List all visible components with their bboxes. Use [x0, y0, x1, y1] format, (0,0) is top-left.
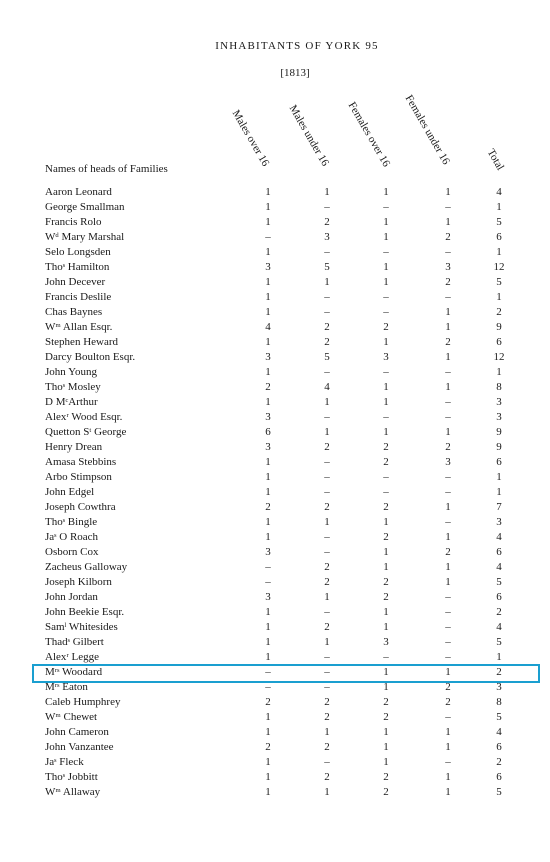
family-head-name: Mʳˢ Eaton	[45, 681, 88, 693]
cell-value: 8	[496, 696, 502, 708]
cell-value: –	[445, 291, 451, 303]
family-table	[0, 186, 550, 801]
table-row	[0, 591, 550, 606]
family-head-name: Jaˢ Fleck	[45, 756, 84, 768]
cell-value: 2	[383, 576, 389, 588]
cell-value: –	[383, 486, 389, 498]
cell-value: 1	[445, 501, 451, 513]
cell-value: 3	[445, 261, 451, 273]
cell-value: 4	[496, 561, 502, 573]
cell-value: –	[445, 651, 451, 663]
cell-value: 2	[445, 696, 451, 708]
cell-value: –	[324, 306, 330, 318]
cell-value: 7	[496, 501, 502, 513]
cell-value: 1	[383, 261, 389, 273]
cell-value: 2	[324, 501, 330, 513]
cell-value: 2	[445, 231, 451, 243]
cell-value: 1	[265, 711, 271, 723]
cell-value: 5	[324, 351, 330, 363]
cell-value: 12	[493, 261, 505, 273]
cell-value: –	[445, 411, 451, 423]
cell-value: 9	[496, 321, 502, 333]
table-row	[0, 711, 550, 726]
table-row	[0, 366, 550, 381]
cell-value: 1	[496, 366, 502, 378]
cell-value: 1	[265, 771, 271, 783]
cell-value: 2	[445, 441, 451, 453]
cell-value: –	[265, 231, 271, 243]
cell-value: 1	[383, 666, 389, 678]
cell-value: –	[324, 666, 330, 678]
table-row	[0, 516, 550, 531]
table-row	[0, 681, 550, 696]
family-head-name: John Cameron	[45, 726, 109, 738]
cell-value: 2	[265, 696, 271, 708]
cell-value: 3	[496, 396, 502, 408]
family-head-name: Chas Baynes	[45, 306, 103, 318]
cell-value: 2	[324, 711, 330, 723]
table-row	[0, 486, 550, 501]
cell-value: 8	[496, 381, 502, 393]
cell-value: 1	[445, 771, 451, 783]
cell-value: –	[383, 201, 389, 213]
cell-value: 2	[445, 681, 451, 693]
table-row	[0, 696, 550, 711]
cell-value: 1	[383, 276, 389, 288]
cell-value: 2	[383, 441, 389, 453]
cell-value: 1	[383, 621, 389, 633]
cell-value: 2	[324, 741, 330, 753]
cell-value: –	[265, 561, 271, 573]
cell-value: 1	[265, 516, 271, 528]
cell-value: 1	[445, 321, 451, 333]
cell-value: 1	[383, 231, 389, 243]
family-head-name: Thadˢ Gilbert	[45, 636, 104, 648]
cell-value: –	[324, 546, 330, 558]
cell-value: 1	[496, 246, 502, 258]
cell-value: 2	[496, 756, 502, 768]
cell-value: –	[383, 651, 389, 663]
cell-value: 1	[445, 426, 451, 438]
cell-value: 1	[324, 516, 330, 528]
cell-value: 1	[265, 276, 271, 288]
family-head-name: John Young	[45, 366, 97, 378]
cell-value: –	[265, 681, 271, 693]
cell-value: 1	[265, 306, 271, 318]
cell-value: 2	[383, 696, 389, 708]
cell-value: 3	[496, 411, 502, 423]
page-number: 95	[365, 40, 379, 52]
cell-value: –	[324, 201, 330, 213]
cell-value: 1	[265, 186, 271, 198]
cell-value: 3	[324, 231, 330, 243]
cell-value: 5	[496, 576, 502, 588]
cell-value: 1	[383, 681, 389, 693]
family-head-name: George Smallman	[45, 201, 125, 213]
cell-value: 2	[496, 666, 502, 678]
table-row	[0, 531, 550, 546]
cell-value: 3	[265, 351, 271, 363]
family-head-name: Wᵐ Chewet	[45, 711, 98, 723]
cell-value: 4	[496, 186, 502, 198]
table-row	[0, 276, 550, 291]
cell-value: 5	[496, 276, 502, 288]
cell-value: –	[324, 456, 330, 468]
table-row	[0, 186, 550, 201]
table-row	[0, 741, 550, 756]
family-head-name: Wᵐ Allan Esqr.	[45, 321, 113, 333]
cell-value: 2	[324, 336, 330, 348]
cell-value: 6	[496, 771, 502, 783]
cell-value: 3	[265, 441, 271, 453]
family-head-name: Alexʳ Wood Esqr.	[45, 411, 123, 423]
header-title: INHABITANTS OF YORK	[215, 40, 362, 52]
cell-value: 1	[445, 531, 451, 543]
cell-value: 2	[496, 606, 502, 618]
cell-value: 4	[496, 621, 502, 633]
family-head-name: Caleb Humphrey	[45, 696, 121, 708]
table-row	[0, 726, 550, 741]
cell-value: 2	[265, 381, 271, 393]
col-header-females-under-16: Females under 16	[402, 93, 453, 167]
cell-value: 2	[324, 321, 330, 333]
page-header	[0, 40, 550, 52]
names-header: Names of heads of Families	[45, 163, 168, 175]
cell-value: 1	[265, 786, 271, 798]
cell-value: –	[324, 366, 330, 378]
cell-value: 1	[383, 606, 389, 618]
family-head-name: Francis Deslile	[45, 291, 112, 303]
family-head-name: Thoˢ Jobbitt	[45, 771, 98, 783]
cell-value: 5	[496, 786, 502, 798]
cell-value: –	[324, 411, 330, 423]
cell-value: –	[383, 291, 389, 303]
family-head-name: John Edgel	[45, 486, 95, 498]
cell-value: 2	[445, 336, 451, 348]
family-head-name: Selo Longsden	[45, 246, 111, 258]
table-row	[0, 396, 550, 411]
table-row	[0, 786, 550, 801]
cell-value: 1	[324, 276, 330, 288]
cell-value: 1	[265, 726, 271, 738]
cell-value: 1	[383, 546, 389, 558]
table-row	[0, 231, 550, 246]
cell-value: 1	[265, 651, 271, 663]
family-head-name: Francis Rolo	[45, 216, 102, 228]
table-row	[0, 426, 550, 441]
cell-value: 1	[445, 216, 451, 228]
family-head-name: Thoˢ Hamilton	[45, 261, 110, 273]
cell-value: 1	[445, 726, 451, 738]
family-head-name: Thoˢ Bingle	[45, 516, 98, 528]
cell-value: 1	[324, 396, 330, 408]
cell-value: 5	[496, 636, 502, 648]
cell-value: 1	[265, 456, 271, 468]
cell-value: 3	[265, 591, 271, 603]
family-head-name: Darcy Boulton Esqr.	[45, 351, 136, 363]
table-row	[0, 651, 550, 666]
cell-value: 2	[383, 786, 389, 798]
col-header-males-over-16: Males over 16	[229, 108, 272, 169]
cell-value: 1	[383, 561, 389, 573]
cell-value: 1	[383, 216, 389, 228]
cell-value: 4	[496, 531, 502, 543]
family-head-name: John Beekie Esqr.	[45, 606, 125, 618]
table-row	[0, 201, 550, 216]
family-head-name: Stephen Heward	[45, 336, 119, 348]
cell-value: 1	[324, 726, 330, 738]
cell-value: –	[445, 396, 451, 408]
cell-value: 1	[324, 426, 330, 438]
cell-value: 3	[383, 636, 389, 648]
table-row	[0, 621, 550, 636]
table-row	[0, 471, 550, 486]
cell-value: –	[445, 711, 451, 723]
cell-value: –	[445, 366, 451, 378]
cell-value: –	[445, 621, 451, 633]
year-label: [1813]	[280, 67, 310, 79]
cell-value: 4	[324, 381, 330, 393]
cell-value: 1	[496, 201, 502, 213]
cell-value: 6	[496, 336, 502, 348]
cell-value: 1	[496, 291, 502, 303]
cell-value: 1	[265, 246, 271, 258]
cell-value: 1	[265, 636, 271, 648]
table-row	[0, 336, 550, 351]
cell-value: 4	[265, 321, 271, 333]
cell-value: –	[445, 486, 451, 498]
table-row	[0, 411, 550, 426]
family-head-name: Zacheus Galloway	[45, 561, 128, 573]
cell-value: 2	[445, 546, 451, 558]
cell-value: 1	[383, 396, 389, 408]
table-row	[0, 321, 550, 336]
cell-value: 2	[324, 576, 330, 588]
cell-value: –	[383, 471, 389, 483]
table-row	[0, 636, 550, 651]
cell-value: –	[324, 606, 330, 618]
family-head-name: Joseph Kilborn	[45, 576, 112, 588]
cell-value: –	[383, 246, 389, 258]
cell-value: –	[445, 606, 451, 618]
table-row	[0, 351, 550, 366]
cell-value: 1	[445, 576, 451, 588]
cell-value: 1	[445, 741, 451, 753]
cell-value: 1	[324, 786, 330, 798]
cell-value: 3	[496, 516, 502, 528]
family-head-name: Wᵐ Allaway	[45, 786, 101, 798]
cell-value: –	[445, 201, 451, 213]
cell-value: 2	[324, 441, 330, 453]
cell-value: 3	[445, 456, 451, 468]
cell-value: 1	[265, 396, 271, 408]
cell-value: 2	[265, 501, 271, 513]
cell-value: 1	[383, 516, 389, 528]
cell-value: 2	[324, 621, 330, 633]
cell-value: 1	[265, 531, 271, 543]
cell-value: 2	[265, 741, 271, 753]
cell-value: 2	[324, 561, 330, 573]
cell-value: 1	[265, 756, 271, 768]
cell-value: 9	[496, 426, 502, 438]
cell-value: 6	[496, 741, 502, 753]
cell-value: 6	[496, 546, 502, 558]
table-row	[0, 456, 550, 471]
table-row	[0, 381, 550, 396]
cell-value: 2	[383, 501, 389, 513]
cell-value: 4	[496, 726, 502, 738]
table-row	[0, 306, 550, 321]
cell-value: 2	[324, 696, 330, 708]
family-head-name: Quetton Sᵗ George	[45, 426, 127, 438]
family-head-name: John Decever	[45, 276, 106, 288]
cell-value: 2	[324, 771, 330, 783]
cell-value: –	[445, 471, 451, 483]
family-head-name: Amasa Stebbins	[45, 456, 117, 468]
cell-value: –	[445, 516, 451, 528]
cell-value: –	[445, 591, 451, 603]
cell-value: 3	[496, 681, 502, 693]
cell-value: –	[445, 756, 451, 768]
cell-value: –	[265, 666, 271, 678]
cell-value: 1	[496, 471, 502, 483]
cell-value: –	[265, 576, 271, 588]
cell-value: –	[445, 636, 451, 648]
cell-value: 5	[496, 216, 502, 228]
cell-value: 2	[383, 531, 389, 543]
table-row	[0, 561, 550, 576]
cell-value: –	[324, 651, 330, 663]
cell-value: 1	[445, 186, 451, 198]
family-head-name: D MᶜArthur	[45, 396, 98, 408]
family-head-name: Osborn Cox	[45, 546, 99, 558]
cell-value: –	[383, 306, 389, 318]
family-head-name: Wᵈ Mary Marshal	[45, 231, 125, 243]
family-head-name: Aaron Leonard	[45, 186, 112, 198]
cell-value: –	[324, 291, 330, 303]
cell-value: 2	[383, 321, 389, 333]
cell-value: 12	[493, 351, 505, 363]
cell-value: –	[324, 756, 330, 768]
family-head-name: Samˡ Whitesides	[45, 621, 118, 633]
table-row	[0, 246, 550, 261]
cell-value: 3	[265, 411, 271, 423]
table-row	[0, 771, 550, 786]
cell-value: –	[324, 246, 330, 258]
table-row	[0, 261, 550, 276]
cell-value: –	[445, 246, 451, 258]
family-head-name: Alexʳ Legge	[45, 651, 100, 663]
cell-value: 2	[383, 711, 389, 723]
cell-value: 9	[496, 441, 502, 453]
cell-value: 1	[324, 636, 330, 648]
col-header-males-under-16: Males under 16	[286, 103, 332, 169]
family-head-name: John Jordan	[45, 591, 98, 603]
cell-value: 3	[265, 261, 271, 273]
cell-value: 6	[496, 231, 502, 243]
table-row	[0, 441, 550, 456]
family-head-name: Henry Drean	[45, 441, 103, 453]
table-row	[0, 291, 550, 306]
cell-value: 2	[445, 276, 451, 288]
table-row	[0, 666, 550, 681]
cell-value: 1	[383, 741, 389, 753]
cell-value: –	[324, 486, 330, 498]
cell-value: 6	[496, 591, 502, 603]
table-row	[0, 606, 550, 621]
cell-value: 1	[324, 186, 330, 198]
cell-value: 1	[383, 426, 389, 438]
cell-value: 1	[265, 336, 271, 348]
cell-value: 2	[383, 456, 389, 468]
table-row	[0, 546, 550, 561]
cell-value: 1	[383, 756, 389, 768]
family-head-name: John Vanzantee	[45, 741, 114, 753]
cell-value: 1	[445, 786, 451, 798]
cell-value: 1	[496, 651, 502, 663]
cell-value: –	[324, 531, 330, 543]
cell-value: 6	[496, 456, 502, 468]
col-header-females-over-16: Females over 16	[345, 100, 393, 169]
cell-value: 1	[496, 486, 502, 498]
cell-value: 5	[324, 261, 330, 273]
cell-value: 1	[265, 216, 271, 228]
family-head-name: Thoˢ Mosley	[45, 381, 101, 393]
cell-value: –	[383, 411, 389, 423]
cell-value: 6	[265, 426, 271, 438]
cell-value: 1	[445, 666, 451, 678]
cell-value: 1	[324, 591, 330, 603]
cell-value: 1	[383, 726, 389, 738]
table-row	[0, 216, 550, 231]
table-row	[0, 576, 550, 591]
cell-value: 1	[265, 291, 271, 303]
cell-value: 1	[383, 336, 389, 348]
family-head-name: Mʳˢ Woodard	[45, 666, 103, 678]
cell-value: 1	[265, 606, 271, 618]
cell-value: 1	[445, 351, 451, 363]
family-head-name: Arbo Stimpson	[45, 471, 112, 483]
cell-value: –	[383, 366, 389, 378]
cell-value: 1	[383, 186, 389, 198]
cell-value: 1	[445, 381, 451, 393]
cell-value: 2	[496, 306, 502, 318]
cell-value: –	[324, 681, 330, 693]
cell-value: 1	[265, 471, 271, 483]
cell-value: 1	[265, 366, 271, 378]
col-header-total: Total	[484, 147, 507, 173]
cell-value: 1	[265, 486, 271, 498]
cell-value: 1	[265, 621, 271, 633]
cell-value: 2	[383, 771, 389, 783]
table-row	[0, 756, 550, 771]
cell-value: 1	[265, 201, 271, 213]
table-row	[0, 501, 550, 516]
cell-value: 1	[445, 306, 451, 318]
cell-value: 2	[383, 591, 389, 603]
cell-value: 3	[383, 351, 389, 363]
cell-value: 5	[496, 711, 502, 723]
family-head-name: Jaˢ O Roach	[45, 531, 99, 543]
cell-value: 1	[445, 561, 451, 573]
family-head-name: Joseph Cowthra	[45, 501, 116, 513]
cell-value: 3	[265, 546, 271, 558]
cell-value: 1	[383, 381, 389, 393]
cell-value: –	[324, 471, 330, 483]
cell-value: 2	[324, 216, 330, 228]
